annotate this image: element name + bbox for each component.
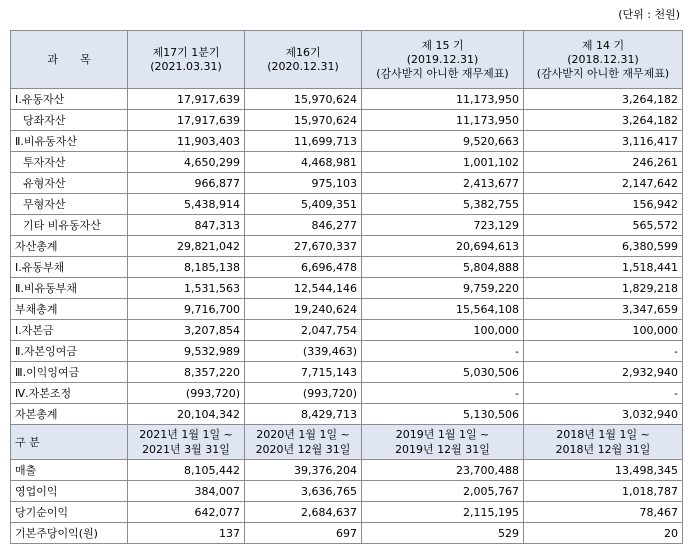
row-label: 기본주당이익(원) <box>11 523 128 544</box>
row-value: 3,207,854 <box>128 320 245 341</box>
row-label: 투자자산 <box>11 152 128 173</box>
row-label: Ⅳ.자본조정 <box>11 383 128 404</box>
period-header-2019: 2019년 1월 1일 ~ 2019년 12월 31일 <box>362 425 524 460</box>
period-header-label: 구 분 <box>11 425 128 460</box>
table-row <box>11 383 683 404</box>
table-row <box>11 299 683 320</box>
row-value: 17,917,639 <box>128 89 245 110</box>
row-value: 975,103 <box>245 173 362 194</box>
row-value: 642,077 <box>128 502 245 523</box>
row-value: 1,829,218 <box>524 278 683 299</box>
row-value: 3,264,182 <box>524 110 683 131</box>
row-label: Ⅱ.비유동자산 <box>11 131 128 152</box>
table-row <box>11 362 683 383</box>
row-label: Ⅲ.이익잉여금 <box>11 362 128 383</box>
row-value: 156,942 <box>524 194 683 215</box>
row-label: 당기순이익 <box>11 502 128 523</box>
row-label: 부채총계 <box>11 299 128 320</box>
row-value: 529 <box>362 523 524 544</box>
row-value: 2,684,637 <box>245 502 362 523</box>
row-label: Ⅰ.자본금 <box>11 320 128 341</box>
row-label: Ⅰ.유동자산 <box>11 89 128 110</box>
row-label: 유형자산 <box>11 173 128 194</box>
table-row <box>11 502 683 523</box>
row-value: 20 <box>524 523 683 544</box>
table-row <box>11 320 683 341</box>
table-row <box>11 89 683 110</box>
row-value: 4,468,981 <box>245 152 362 173</box>
period-header-row <box>11 425 683 460</box>
row-label: 영업이익 <box>11 481 128 502</box>
row-value: 1,531,563 <box>128 278 245 299</box>
row-value: 6,380,599 <box>524 236 683 257</box>
table-row <box>11 110 683 131</box>
row-value: (993,720) <box>128 383 245 404</box>
row-value: 3,264,182 <box>524 89 683 110</box>
table-row <box>11 278 683 299</box>
row-value: - <box>524 341 683 362</box>
row-value: 1,518,441 <box>524 257 683 278</box>
unit-note: (단위 : 천원) <box>618 8 680 21</box>
row-value: 11,903,403 <box>128 131 245 152</box>
table-row <box>11 257 683 278</box>
row-value: 29,821,042 <box>128 236 245 257</box>
table-row <box>11 236 683 257</box>
table-row <box>11 481 683 502</box>
row-value: 7,715,143 <box>245 362 362 383</box>
row-value: - <box>524 383 683 404</box>
row-value: 2,115,195 <box>362 502 524 523</box>
row-value: (993,720) <box>245 383 362 404</box>
row-value: 78,467 <box>524 502 683 523</box>
row-value: - <box>362 341 524 362</box>
row-value: 847,313 <box>128 215 245 236</box>
row-value: 246,261 <box>524 152 683 173</box>
row-value: 5,804,888 <box>362 257 524 278</box>
table-row <box>11 131 683 152</box>
table-row <box>11 460 683 481</box>
row-value: 2,413,677 <box>362 173 524 194</box>
row-value: 8,105,442 <box>128 460 245 481</box>
period-header-2020: 2020년 1월 1일 ~ 2020년 12월 31일 <box>245 425 362 460</box>
row-value: 966,877 <box>128 173 245 194</box>
row-value: 3,347,659 <box>524 299 683 320</box>
row-value: 23,700,488 <box>362 460 524 481</box>
period-header-q1-2021: 2021년 1월 1일 ~ 2021년 3월 31일 <box>128 425 245 460</box>
row-value: 8,429,713 <box>245 404 362 425</box>
row-value: 3,116,417 <box>524 131 683 152</box>
row-label: Ⅰ.유동부채 <box>11 257 128 278</box>
row-value: 565,572 <box>524 215 683 236</box>
header-period-2018: 제 14 기 (2018.12.31) (감사받지 아니한 재무제표) <box>524 31 683 89</box>
row-value: 2,147,642 <box>524 173 683 194</box>
row-value: - <box>362 383 524 404</box>
row-value: 697 <box>245 523 362 544</box>
row-value: 15,564,108 <box>362 299 524 320</box>
row-value: 13,498,345 <box>524 460 683 481</box>
header-period-2019: 제 15 기 (2019.12.31) (감사받지 아니한 재무제표) <box>362 31 524 89</box>
row-value: 2,932,940 <box>524 362 683 383</box>
table-row <box>11 215 683 236</box>
header-period-2020: 제16기 (2020.12.31) <box>245 31 362 89</box>
row-value: 8,357,220 <box>128 362 245 383</box>
row-value: 4,650,299 <box>128 152 245 173</box>
balance-sheet-body <box>11 89 683 425</box>
row-value: 100,000 <box>362 320 524 341</box>
row-value: 20,694,613 <box>362 236 524 257</box>
row-label: 당좌자산 <box>11 110 128 131</box>
row-value: 6,696,478 <box>245 257 362 278</box>
table-header-row <box>11 31 683 89</box>
row-value: 15,970,624 <box>245 110 362 131</box>
row-label: 자본총계 <box>11 404 128 425</box>
row-value: 5,438,914 <box>128 194 245 215</box>
row-value: 9,532,989 <box>128 341 245 362</box>
row-label: Ⅱ.비유동부채 <box>11 278 128 299</box>
row-value: 384,007 <box>128 481 245 502</box>
row-value: 5,130,506 <box>362 404 524 425</box>
row-value: 11,173,950 <box>362 110 524 131</box>
row-value: 137 <box>128 523 245 544</box>
period-header-body <box>11 425 683 460</box>
row-label: 무형자산 <box>11 194 128 215</box>
row-value: 5,409,351 <box>245 194 362 215</box>
row-value: 723,129 <box>362 215 524 236</box>
row-value: 100,000 <box>524 320 683 341</box>
row-value: 17,917,639 <box>128 110 245 131</box>
row-value: 9,716,700 <box>128 299 245 320</box>
row-value: 5,382,755 <box>362 194 524 215</box>
row-value: 2,047,754 <box>245 320 362 341</box>
row-value: 27,670,337 <box>245 236 362 257</box>
table-row <box>11 341 683 362</box>
table-row <box>11 152 683 173</box>
row-value: 11,173,950 <box>362 89 524 110</box>
row-value: 9,759,220 <box>362 278 524 299</box>
header-subject: 과 목 <box>11 31 128 89</box>
row-value: (339,463) <box>245 341 362 362</box>
row-label: 자산총계 <box>11 236 128 257</box>
row-value: 846,277 <box>245 215 362 236</box>
header-period-q1-2021: 제17기 1분기 (2021.03.31) <box>128 31 245 89</box>
row-value: 15,970,624 <box>245 89 362 110</box>
table-row <box>11 173 683 194</box>
row-value: 12,544,146 <box>245 278 362 299</box>
row-value: 5,030,506 <box>362 362 524 383</box>
row-label: 기타 비유동자산 <box>11 215 128 236</box>
row-label: 매출 <box>11 460 128 481</box>
row-value: 2,005,767 <box>362 481 524 502</box>
row-value: 39,376,204 <box>245 460 362 481</box>
row-value: 8,185,138 <box>128 257 245 278</box>
financial-summary-table <box>10 30 683 544</box>
row-value: 3,032,940 <box>524 404 683 425</box>
table-row <box>11 194 683 215</box>
table-row <box>11 404 683 425</box>
row-label: Ⅱ.자본잉여금 <box>11 341 128 362</box>
row-value: 3,636,765 <box>245 481 362 502</box>
row-value: 11,699,713 <box>245 131 362 152</box>
income-statement-body <box>11 460 683 544</box>
row-value: 9,520,663 <box>362 131 524 152</box>
row-value: 19,240,624 <box>245 299 362 320</box>
row-value: 20,104,342 <box>128 404 245 425</box>
table-row <box>11 523 683 544</box>
row-value: 1,018,787 <box>524 481 683 502</box>
period-header-2018: 2018년 1월 1일 ~ 2018년 12월 31일 <box>524 425 683 460</box>
row-value: 1,001,102 <box>362 152 524 173</box>
